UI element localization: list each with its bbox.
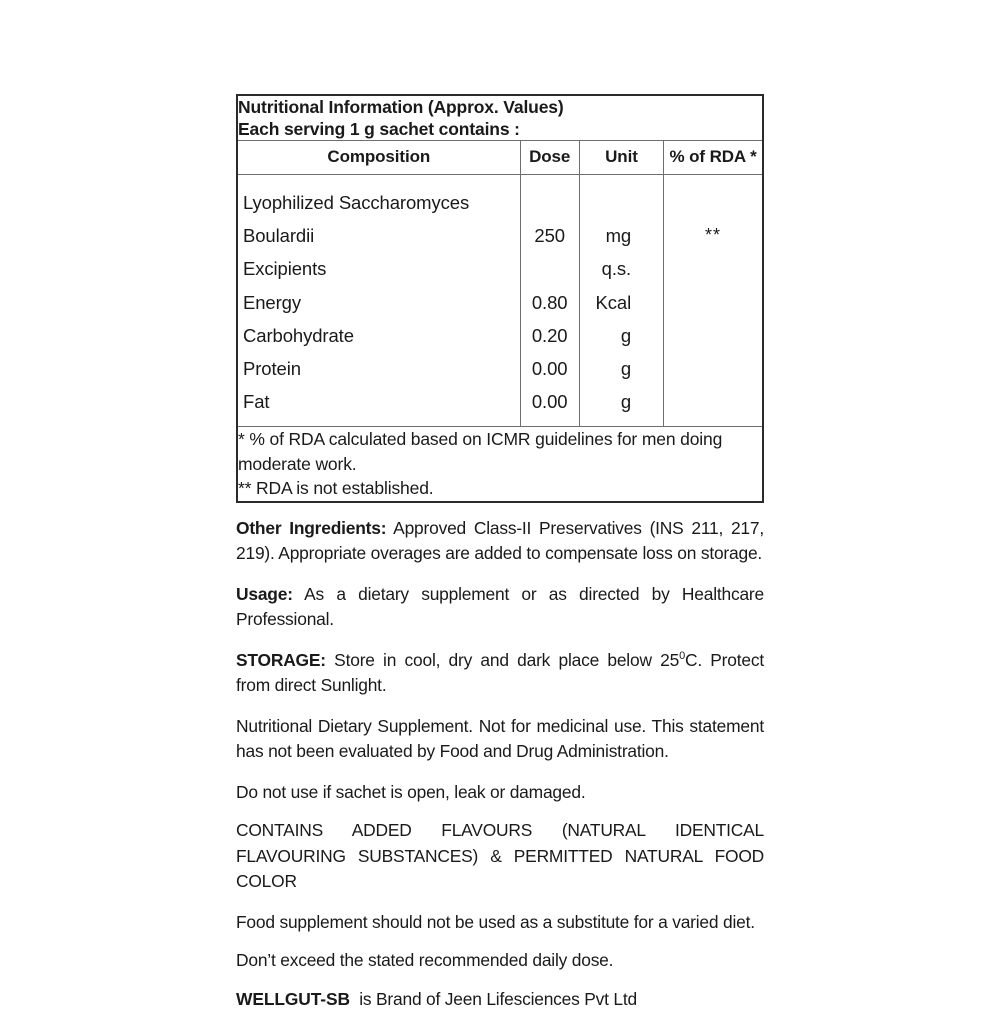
- table-body-row: [237, 175, 763, 427]
- storage-superscript-zero: 0: [679, 650, 685, 663]
- table-header-row: [237, 141, 763, 175]
- row-unit-excipients: q.s.: [601, 258, 632, 280]
- row-unit-saccharomyces: mg: [605, 225, 632, 247]
- row-rda-saccharomyces: **: [705, 225, 722, 246]
- storage-text-after: C. Protect from direct Sunlight.: [236, 649, 764, 696]
- row-dose-excipients: [521, 252, 579, 285]
- row-unit-carbohydrate: g: [620, 324, 632, 346]
- row-dose-saccharomyces: 250: [534, 225, 565, 247]
- header-dose: Dose: [520, 141, 579, 175]
- header-percent-rda: % of RDA *: [664, 141, 763, 175]
- footnote-rda-basis-line1: * % of RDA calculated based on ICMR guidelines for men doing: [238, 429, 723, 450]
- other-ingredients-label: Other Ingredients:: [236, 517, 387, 538]
- row-composition-excipients: Excipients: [243, 258, 327, 280]
- row-composition-protein: Protein: [243, 358, 301, 380]
- table-body-dose-column: [520, 175, 579, 427]
- row-composition-carbohydrate: Carbohydrate: [243, 324, 354, 346]
- brand-ownership-paragraph: [236, 987, 764, 1012]
- row-composition-fat: Fat: [243, 391, 270, 413]
- usage-text: As a dietary supplement or as directed by Healthcare Professional.: [236, 583, 764, 630]
- storage-label: STORAGE:: [236, 649, 326, 670]
- brand-name: WELLGUT-SB: [236, 988, 350, 1009]
- row-unit-energy: Kcal: [595, 291, 632, 313]
- usage-label: Usage:: [236, 583, 293, 604]
- header-composition: Composition: [237, 141, 520, 175]
- brand-owner-text: is Brand of Jeen Lifesciences Pvt Ltd: [349, 988, 638, 1009]
- storage-paragraph: [236, 648, 764, 699]
- storage-text-before: Store in cool, dry and dark place below 25: [325, 649, 680, 670]
- table-title-line-2: Each serving 1 g sachet contains :: [238, 119, 520, 139]
- row-dose-fat: 0.00: [531, 391, 568, 413]
- row-composition-energy: Energy: [243, 291, 302, 313]
- row-dose-carbohydrate: 0.20: [531, 324, 568, 346]
- label-text-section: [236, 516, 764, 1012]
- nutritional-information-table: [236, 94, 764, 503]
- table-body-unit-column: [579, 175, 663, 427]
- row-dose-protein: 0.00: [531, 358, 568, 380]
- row-unit-fat: g: [620, 391, 632, 413]
- row-unit-protein: g: [620, 358, 632, 380]
- table-body-rda-column: [664, 175, 763, 427]
- header-unit: Unit: [579, 141, 663, 175]
- table-body-composition-column: [237, 175, 520, 427]
- do-not-use-paragraph: Do not use if sachet is open, leak or damaged.: [236, 781, 586, 802]
- other-ingredients-text: Approved Class-II Preservatives (INS 211, 217, 219). Appropriate overages are added to compensate loss on storage.: [236, 517, 764, 564]
- added-flavours-paragraph: CONTAINS ADDED FLAVOURS (NATURAL IDENTICAL FLAVOURING SUBSTANCES) & PERMITTED NATURAL FOOD COLOR: [236, 820, 764, 892]
- table-title-line-1: Nutritional Information (Approx. Values): [238, 97, 564, 117]
- footnote-rda-basis-line2: moderate work.: [238, 453, 357, 474]
- table-footnote-row: [237, 427, 763, 502]
- footnote-rda-not-established: ** RDA is not established.: [238, 478, 434, 499]
- row-dose-energy: 0.80: [531, 291, 568, 313]
- row-composition-saccharomyces-line2: Boulardii: [243, 225, 315, 247]
- table-title-cell: [237, 95, 763, 141]
- table-footnote-cell: [237, 427, 763, 502]
- usage-paragraph: [236, 582, 764, 633]
- fda-disclaimer-paragraph: Nutritional Dietary Supplement. Not for medicinal use. This statement has not been evaluated by Food and Drug Administration.: [236, 715, 764, 762]
- table-title-row: [237, 95, 763, 141]
- nutrition-label: [236, 94, 764, 1012]
- daily-dose-warning-paragraph: Don’t exceed the stated recommended daily dose.: [236, 950, 614, 971]
- varied-diet-paragraph: Food supplement should not be used as a substitute for a varied diet.: [236, 911, 755, 932]
- other-ingredients-paragraph: [236, 516, 764, 567]
- row-composition-saccharomyces-line1: Lyophilized Saccharomyces: [243, 192, 470, 213]
